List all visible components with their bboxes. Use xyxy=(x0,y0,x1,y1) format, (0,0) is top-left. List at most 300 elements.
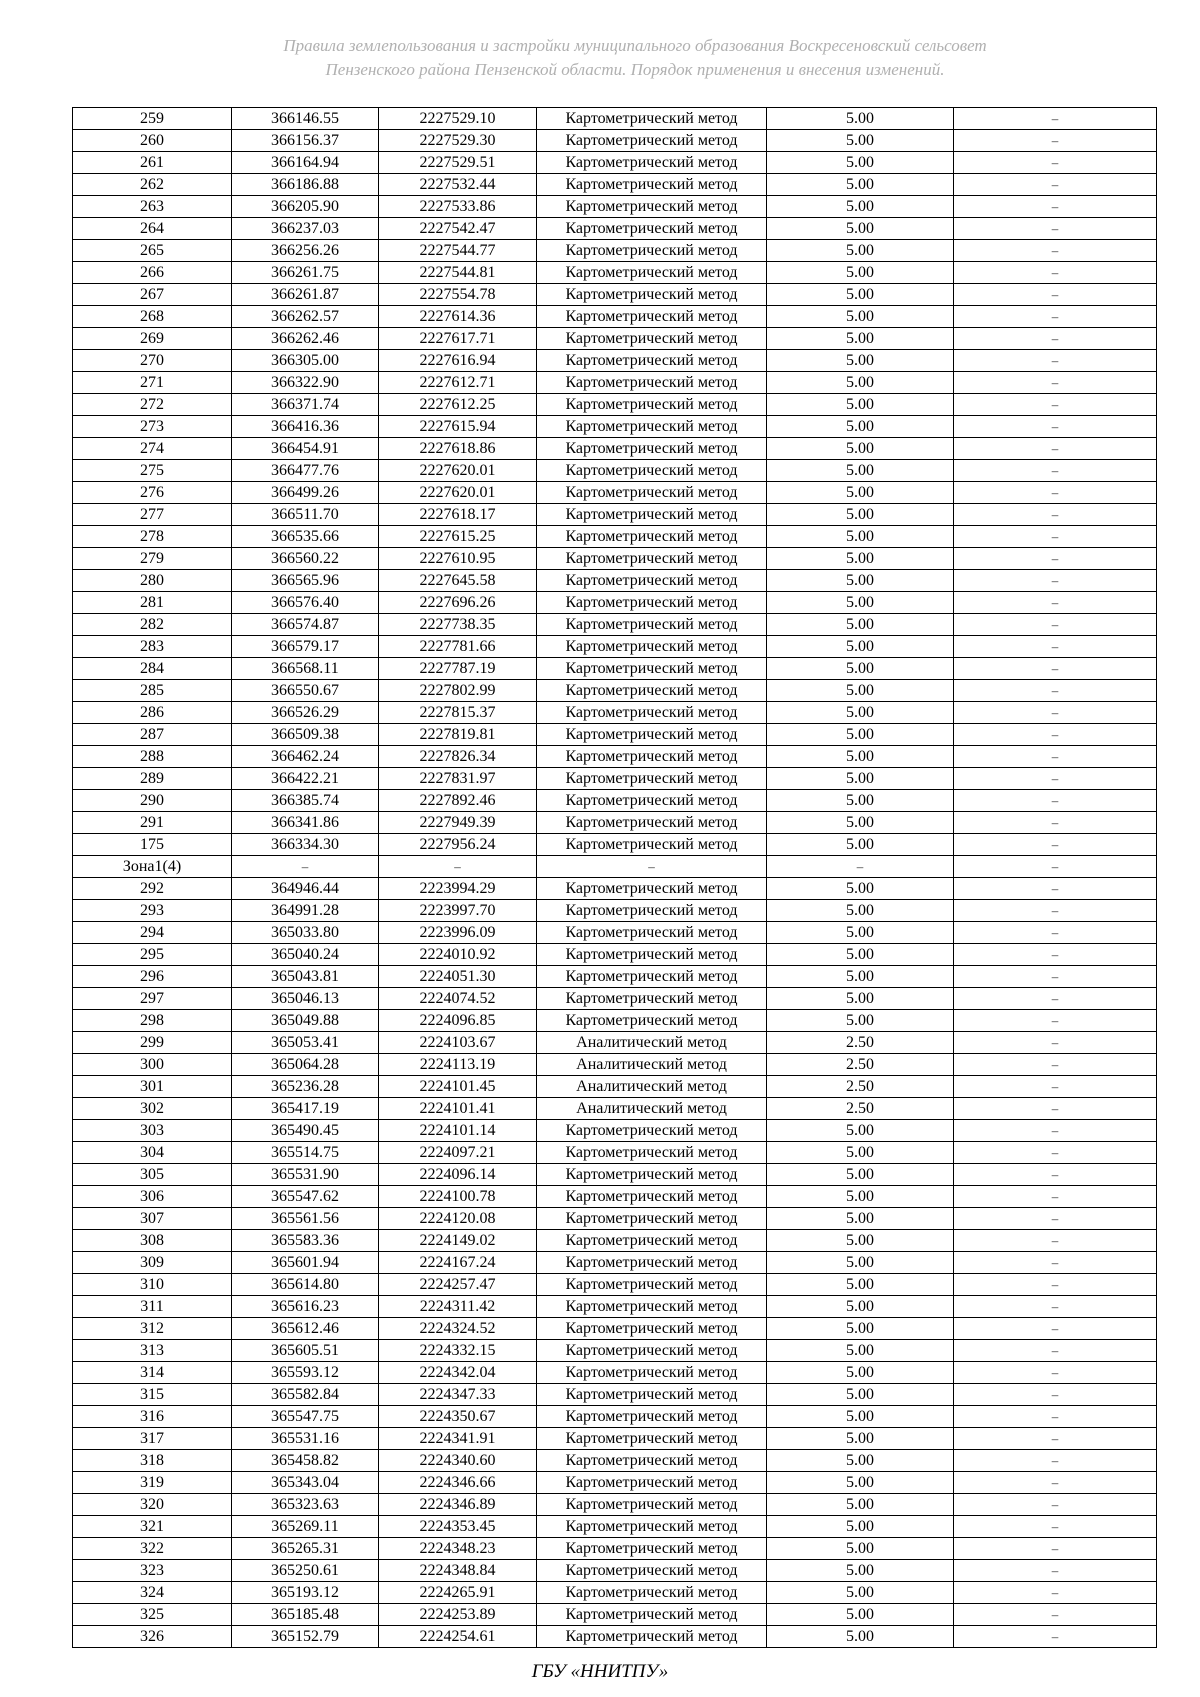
point-number-cell: 264 xyxy=(73,218,232,240)
point-number-cell: 313 xyxy=(73,1340,232,1362)
description-cell: – xyxy=(954,1560,1157,1582)
accuracy-cell: 5.00 xyxy=(767,416,954,438)
x-coordinate-cell: 366499.26 xyxy=(232,482,379,504)
y-coordinate-cell: 2227787.19 xyxy=(379,658,537,680)
accuracy-cell: 5.00 xyxy=(767,1406,954,1428)
x-coordinate-cell: 365547.75 xyxy=(232,1406,379,1428)
accuracy-cell: 5.00 xyxy=(767,108,954,130)
method-cell: Картометрический метод xyxy=(537,966,767,988)
y-coordinate-cell: 2227544.77 xyxy=(379,240,537,262)
description-cell: – xyxy=(954,1142,1157,1164)
method-cell: Картометрический метод xyxy=(537,460,767,482)
accuracy-cell: 5.00 xyxy=(767,680,954,702)
table-row xyxy=(73,636,1157,658)
point-number-cell: 325 xyxy=(73,1604,232,1626)
y-coordinate-cell: 2227544.81 xyxy=(379,262,537,284)
table-row xyxy=(73,1208,1157,1230)
table-row xyxy=(73,284,1157,306)
y-coordinate-cell: 2227529.30 xyxy=(379,130,537,152)
table-row xyxy=(73,1626,1157,1648)
accuracy-cell: 5.00 xyxy=(767,284,954,306)
accuracy-cell: 5.00 xyxy=(767,834,954,856)
method-cell: Картометрический метод xyxy=(537,878,767,900)
description-cell: – xyxy=(954,1406,1157,1428)
description-cell: – xyxy=(954,658,1157,680)
x-coordinate-cell: 366509.38 xyxy=(232,724,379,746)
method-cell: Аналитический метод xyxy=(537,1098,767,1120)
y-coordinate-cell: 2224051.30 xyxy=(379,966,537,988)
table-row xyxy=(73,1516,1157,1538)
accuracy-cell: 5.00 xyxy=(767,724,954,746)
description-cell: – xyxy=(954,504,1157,526)
y-coordinate-cell: 2227956.24 xyxy=(379,834,537,856)
y-coordinate-cell: 2224347.33 xyxy=(379,1384,537,1406)
method-cell: Картометрический метод xyxy=(537,284,767,306)
y-coordinate-cell: 2224113.19 xyxy=(379,1054,537,1076)
x-coordinate-cell: 365561.56 xyxy=(232,1208,379,1230)
accuracy-cell: 5.00 xyxy=(767,262,954,284)
description-cell: – xyxy=(954,262,1157,284)
accuracy-cell: 5.00 xyxy=(767,1626,954,1648)
table-row xyxy=(73,1538,1157,1560)
x-coordinate-cell: 365531.90 xyxy=(232,1164,379,1186)
coordinates-table xyxy=(72,107,1157,1648)
point-number-cell: 267 xyxy=(73,284,232,306)
y-coordinate-cell: 2227645.58 xyxy=(379,570,537,592)
description-cell: – xyxy=(954,1626,1157,1648)
point-number-cell: 293 xyxy=(73,900,232,922)
description-cell: – xyxy=(954,284,1157,306)
method-cell: Картометрический метод xyxy=(537,1274,767,1296)
point-number-cell: 303 xyxy=(73,1120,232,1142)
y-coordinate-cell: 2227615.94 xyxy=(379,416,537,438)
y-coordinate-cell: 2224353.45 xyxy=(379,1516,537,1538)
y-coordinate-cell: 2224350.67 xyxy=(379,1406,537,1428)
table-row xyxy=(73,1252,1157,1274)
y-coordinate-cell: 2224096.85 xyxy=(379,1010,537,1032)
description-cell: – xyxy=(954,1208,1157,1230)
method-cell: Картометрический метод xyxy=(537,240,767,262)
accuracy-cell: 5.00 xyxy=(767,790,954,812)
y-coordinate-cell: 2227614.36 xyxy=(379,306,537,328)
accuracy-cell: 5.00 xyxy=(767,1604,954,1626)
point-number-cell: 268 xyxy=(73,306,232,328)
x-coordinate-cell: 366568.11 xyxy=(232,658,379,680)
point-number-cell: 271 xyxy=(73,372,232,394)
description-cell: – xyxy=(954,1604,1157,1626)
description-cell: – xyxy=(954,680,1157,702)
description-cell: – xyxy=(954,372,1157,394)
method-cell: Картометрический метод xyxy=(537,1208,767,1230)
point-number-cell: 321 xyxy=(73,1516,232,1538)
coordinates-table-body xyxy=(73,108,1157,1648)
method-cell: Картометрический метод xyxy=(537,1186,767,1208)
x-coordinate-cell: 366462.24 xyxy=(232,746,379,768)
point-number-cell: 323 xyxy=(73,1560,232,1582)
x-coordinate-cell: 365046.13 xyxy=(232,988,379,1010)
point-number-cell: 305 xyxy=(73,1164,232,1186)
y-coordinate-cell: 2224101.41 xyxy=(379,1098,537,1120)
y-coordinate-cell: 2224324.52 xyxy=(379,1318,537,1340)
table-row xyxy=(73,966,1157,988)
table-row xyxy=(73,130,1157,152)
method-cell: Картометрический метод xyxy=(537,438,767,460)
x-coordinate-cell: 365458.82 xyxy=(232,1450,379,1472)
table-row xyxy=(73,504,1157,526)
point-number-cell: 275 xyxy=(73,460,232,482)
x-coordinate-cell: 365514.75 xyxy=(232,1142,379,1164)
x-coordinate-cell: 364946.44 xyxy=(232,878,379,900)
table-row xyxy=(73,834,1157,856)
point-number-cell: 287 xyxy=(73,724,232,746)
x-coordinate-cell: 366535.66 xyxy=(232,526,379,548)
y-coordinate-cell: 2227532.44 xyxy=(379,174,537,196)
point-number-cell: 300 xyxy=(73,1054,232,1076)
table-row xyxy=(73,900,1157,922)
point-number-cell: 318 xyxy=(73,1450,232,1472)
x-coordinate-cell: 366565.96 xyxy=(232,570,379,592)
table-row xyxy=(73,174,1157,196)
description-cell: – xyxy=(954,790,1157,812)
accuracy-cell: 5.00 xyxy=(767,1538,954,1560)
method-cell: Картометрический метод xyxy=(537,526,767,548)
accuracy-cell: 5.00 xyxy=(767,372,954,394)
description-cell: – xyxy=(954,614,1157,636)
table-row xyxy=(73,526,1157,548)
point-number-cell: 296 xyxy=(73,966,232,988)
y-coordinate-cell: 2227826.34 xyxy=(379,746,537,768)
table-row xyxy=(73,262,1157,284)
accuracy-cell: 2.50 xyxy=(767,1032,954,1054)
method-cell: Картометрический метод xyxy=(537,1538,767,1560)
accuracy-cell: 5.00 xyxy=(767,592,954,614)
table-row xyxy=(73,856,1157,878)
x-coordinate-cell: – xyxy=(232,856,379,878)
method-cell: Картометрический метод xyxy=(537,350,767,372)
accuracy-cell: 5.00 xyxy=(767,1340,954,1362)
table-row xyxy=(73,1428,1157,1450)
x-coordinate-cell: 366560.22 xyxy=(232,548,379,570)
x-coordinate-cell: 365547.62 xyxy=(232,1186,379,1208)
y-coordinate-cell: 2224074.52 xyxy=(379,988,537,1010)
accuracy-cell: 5.00 xyxy=(767,130,954,152)
table-row xyxy=(73,1384,1157,1406)
x-coordinate-cell: 365043.81 xyxy=(232,966,379,988)
y-coordinate-cell: 2223997.70 xyxy=(379,900,537,922)
y-coordinate-cell: 2224103.67 xyxy=(379,1032,537,1054)
y-coordinate-cell: 2227533.86 xyxy=(379,196,537,218)
accuracy-cell: 5.00 xyxy=(767,1208,954,1230)
accuracy-cell: 5.00 xyxy=(767,174,954,196)
accuracy-cell: 5.00 xyxy=(767,878,954,900)
description-cell: – xyxy=(954,856,1157,878)
point-number-cell: 278 xyxy=(73,526,232,548)
method-cell: Картометрический метод xyxy=(537,1560,767,1582)
x-coordinate-cell: 366164.94 xyxy=(232,152,379,174)
x-coordinate-cell: 366371.74 xyxy=(232,394,379,416)
x-coordinate-cell: 366237.03 xyxy=(232,218,379,240)
x-coordinate-cell: 365605.51 xyxy=(232,1340,379,1362)
point-number-cell: 299 xyxy=(73,1032,232,1054)
table-row xyxy=(73,350,1157,372)
y-coordinate-cell: 2227738.35 xyxy=(379,614,537,636)
accuracy-cell: 5.00 xyxy=(767,1230,954,1252)
y-coordinate-cell: 2227815.37 xyxy=(379,702,537,724)
y-coordinate-cell: 2227802.99 xyxy=(379,680,537,702)
table-row xyxy=(73,1274,1157,1296)
description-cell: – xyxy=(954,240,1157,262)
point-number-cell: 286 xyxy=(73,702,232,724)
point-number-cell: 274 xyxy=(73,438,232,460)
point-number-cell: 270 xyxy=(73,350,232,372)
y-coordinate-cell: 2224167.24 xyxy=(379,1252,537,1274)
table-row xyxy=(73,746,1157,768)
point-number-cell: 322 xyxy=(73,1538,232,1560)
description-cell: – xyxy=(954,922,1157,944)
accuracy-cell: 5.00 xyxy=(767,526,954,548)
point-number-cell: 307 xyxy=(73,1208,232,1230)
description-cell: – xyxy=(954,1538,1157,1560)
description-cell: – xyxy=(954,834,1157,856)
description-cell: – xyxy=(954,1274,1157,1296)
table-row xyxy=(73,658,1157,680)
table-row xyxy=(73,724,1157,746)
description-cell: – xyxy=(954,1076,1157,1098)
table-row xyxy=(73,240,1157,262)
accuracy-cell: 2.50 xyxy=(767,1098,954,1120)
description-cell: – xyxy=(954,1032,1157,1054)
table-row xyxy=(73,1340,1157,1362)
y-coordinate-cell: 2224257.47 xyxy=(379,1274,537,1296)
point-number-cell: 291 xyxy=(73,812,232,834)
y-coordinate-cell: 2227616.94 xyxy=(379,350,537,372)
table-row xyxy=(73,1230,1157,1252)
y-coordinate-cell: 2227819.81 xyxy=(379,724,537,746)
x-coordinate-cell: 366422.21 xyxy=(232,768,379,790)
point-number-cell: 309 xyxy=(73,1252,232,1274)
point-number-cell: 301 xyxy=(73,1076,232,1098)
point-number-cell: 261 xyxy=(73,152,232,174)
method-cell: Картометрический метод xyxy=(537,922,767,944)
method-cell: Картометрический метод xyxy=(537,1384,767,1406)
x-coordinate-cell: 366454.91 xyxy=(232,438,379,460)
method-cell: Картометрический метод xyxy=(537,680,767,702)
description-cell: – xyxy=(954,592,1157,614)
point-number-cell: 262 xyxy=(73,174,232,196)
description-cell: – xyxy=(954,328,1157,350)
method-cell: Картометрический метод xyxy=(537,746,767,768)
accuracy-cell: 5.00 xyxy=(767,1186,954,1208)
table-row xyxy=(73,306,1157,328)
table-row xyxy=(73,1054,1157,1076)
description-cell: – xyxy=(954,1230,1157,1252)
method-cell: Картометрический метод xyxy=(537,1318,767,1340)
table-row xyxy=(73,1186,1157,1208)
description-cell: – xyxy=(954,900,1157,922)
x-coordinate-cell: 365049.88 xyxy=(232,1010,379,1032)
table-row xyxy=(73,1494,1157,1516)
x-coordinate-cell: 366477.76 xyxy=(232,460,379,482)
accuracy-cell: 5.00 xyxy=(767,504,954,526)
method-cell: Картометрический метод xyxy=(537,724,767,746)
description-cell: – xyxy=(954,768,1157,790)
description-cell: – xyxy=(954,394,1157,416)
point-number-cell: 292 xyxy=(73,878,232,900)
accuracy-cell: 5.00 xyxy=(767,482,954,504)
method-cell: Картометрический метод xyxy=(537,944,767,966)
table-row xyxy=(73,1604,1157,1626)
accuracy-cell: 5.00 xyxy=(767,394,954,416)
table-row xyxy=(73,460,1157,482)
point-number-cell: 310 xyxy=(73,1274,232,1296)
description-cell: – xyxy=(954,724,1157,746)
method-cell: – xyxy=(537,856,767,878)
point-number-cell: 314 xyxy=(73,1362,232,1384)
y-coordinate-cell: 2223994.29 xyxy=(379,878,537,900)
x-coordinate-cell: 366156.37 xyxy=(232,130,379,152)
table-row xyxy=(73,592,1157,614)
table-row xyxy=(73,1362,1157,1384)
point-number-cell: Зона1(4) xyxy=(73,856,232,878)
accuracy-cell: 5.00 xyxy=(767,658,954,680)
description-cell: – xyxy=(954,1516,1157,1538)
y-coordinate-cell: 2227618.17 xyxy=(379,504,537,526)
y-coordinate-cell: 2224149.02 xyxy=(379,1230,537,1252)
x-coordinate-cell: 366341.86 xyxy=(232,812,379,834)
y-coordinate-cell: 2224348.23 xyxy=(379,1538,537,1560)
description-cell: – xyxy=(954,1186,1157,1208)
description-cell: – xyxy=(954,1450,1157,1472)
method-cell: Картометрический метод xyxy=(537,394,767,416)
point-number-cell: 266 xyxy=(73,262,232,284)
table-row xyxy=(73,1318,1157,1340)
table-row xyxy=(73,812,1157,834)
method-cell: Картометрический метод xyxy=(537,1582,767,1604)
method-cell: Картометрический метод xyxy=(537,174,767,196)
y-coordinate-cell: 2224346.89 xyxy=(379,1494,537,1516)
table-row xyxy=(73,218,1157,240)
method-cell: Картометрический метод xyxy=(537,834,767,856)
description-cell: – xyxy=(954,1362,1157,1384)
table-row xyxy=(73,416,1157,438)
y-coordinate-cell: 2227610.95 xyxy=(379,548,537,570)
x-coordinate-cell: 366261.87 xyxy=(232,284,379,306)
method-cell: Аналитический метод xyxy=(537,1032,767,1054)
x-coordinate-cell: 366576.40 xyxy=(232,592,379,614)
y-coordinate-cell: 2227542.47 xyxy=(379,218,537,240)
point-number-cell: 259 xyxy=(73,108,232,130)
y-coordinate-cell: 2227620.01 xyxy=(379,460,537,482)
accuracy-cell: 5.00 xyxy=(767,1560,954,1582)
accuracy-cell: 5.00 xyxy=(767,702,954,724)
accuracy-cell: 5.00 xyxy=(767,768,954,790)
x-coordinate-cell: 366574.87 xyxy=(232,614,379,636)
description-cell: – xyxy=(954,636,1157,658)
point-number-cell: 288 xyxy=(73,746,232,768)
description-cell: – xyxy=(954,1340,1157,1362)
accuracy-cell: 5.00 xyxy=(767,218,954,240)
x-coordinate-cell: 365417.19 xyxy=(232,1098,379,1120)
point-number-cell: 280 xyxy=(73,570,232,592)
y-coordinate-cell: 2224332.15 xyxy=(379,1340,537,1362)
point-number-cell: 272 xyxy=(73,394,232,416)
x-coordinate-cell: 365053.41 xyxy=(232,1032,379,1054)
x-coordinate-cell: 365152.79 xyxy=(232,1626,379,1648)
table-row xyxy=(73,614,1157,636)
x-coordinate-cell: 365490.45 xyxy=(232,1120,379,1142)
description-cell: – xyxy=(954,350,1157,372)
description-cell: – xyxy=(954,988,1157,1010)
description-cell: – xyxy=(954,1318,1157,1340)
x-coordinate-cell: 365064.28 xyxy=(232,1054,379,1076)
table-row xyxy=(73,482,1157,504)
description-cell: – xyxy=(954,130,1157,152)
method-cell: Картометрический метод xyxy=(537,1010,767,1032)
method-cell: Картометрический метод xyxy=(537,482,767,504)
description-cell: – xyxy=(954,1164,1157,1186)
page-footer: ГБУ «ННИТПУ» xyxy=(531,1661,669,1682)
table-row xyxy=(73,1098,1157,1120)
description-cell: – xyxy=(954,570,1157,592)
y-coordinate-cell: 2227612.25 xyxy=(379,394,537,416)
table-row xyxy=(73,152,1157,174)
description-cell: – xyxy=(954,416,1157,438)
y-coordinate-cell: 2227618.86 xyxy=(379,438,537,460)
point-number-cell: 283 xyxy=(73,636,232,658)
y-coordinate-cell: 2227831.97 xyxy=(379,768,537,790)
accuracy-cell: 5.00 xyxy=(767,1252,954,1274)
accuracy-cell: 5.00 xyxy=(767,900,954,922)
method-cell: Картометрический метод xyxy=(537,108,767,130)
y-coordinate-cell: 2224101.14 xyxy=(379,1120,537,1142)
table-row xyxy=(73,1120,1157,1142)
description-cell: – xyxy=(954,218,1157,240)
table-row xyxy=(73,1076,1157,1098)
x-coordinate-cell: 366416.36 xyxy=(232,416,379,438)
y-coordinate-cell: 2224101.45 xyxy=(379,1076,537,1098)
y-coordinate-cell: 2224311.42 xyxy=(379,1296,537,1318)
x-coordinate-cell: 366579.17 xyxy=(232,636,379,658)
x-coordinate-cell: 366334.30 xyxy=(232,834,379,856)
method-cell: Картометрический метод xyxy=(537,636,767,658)
x-coordinate-cell: 365616.23 xyxy=(232,1296,379,1318)
header-line-2: Пензенского района Пензенской области. Порядок применения и внесения изменений. xyxy=(325,60,945,79)
y-coordinate-cell: 2227949.39 xyxy=(379,812,537,834)
description-cell: – xyxy=(954,482,1157,504)
y-coordinate-cell: 2224120.08 xyxy=(379,1208,537,1230)
y-coordinate-cell: 2224097.21 xyxy=(379,1142,537,1164)
accuracy-cell: 5.00 xyxy=(767,988,954,1010)
point-number-cell: 290 xyxy=(73,790,232,812)
y-coordinate-cell: 2224253.89 xyxy=(379,1604,537,1626)
table-row xyxy=(73,790,1157,812)
x-coordinate-cell: 365323.63 xyxy=(232,1494,379,1516)
table-row xyxy=(73,1010,1157,1032)
method-cell: Картометрический метод xyxy=(537,900,767,922)
method-cell: Картометрический метод xyxy=(537,1296,767,1318)
table-row xyxy=(73,1032,1157,1054)
method-cell: Картометрический метод xyxy=(537,702,767,724)
accuracy-cell: 5.00 xyxy=(767,1516,954,1538)
accuracy-cell: 5.00 xyxy=(767,196,954,218)
point-number-cell: 285 xyxy=(73,680,232,702)
y-coordinate-cell: 2224010.92 xyxy=(379,944,537,966)
table-row xyxy=(73,1164,1157,1186)
x-coordinate-cell: 365582.84 xyxy=(232,1384,379,1406)
description-cell: – xyxy=(954,548,1157,570)
accuracy-cell: 5.00 xyxy=(767,1318,954,1340)
table-row xyxy=(73,1406,1157,1428)
